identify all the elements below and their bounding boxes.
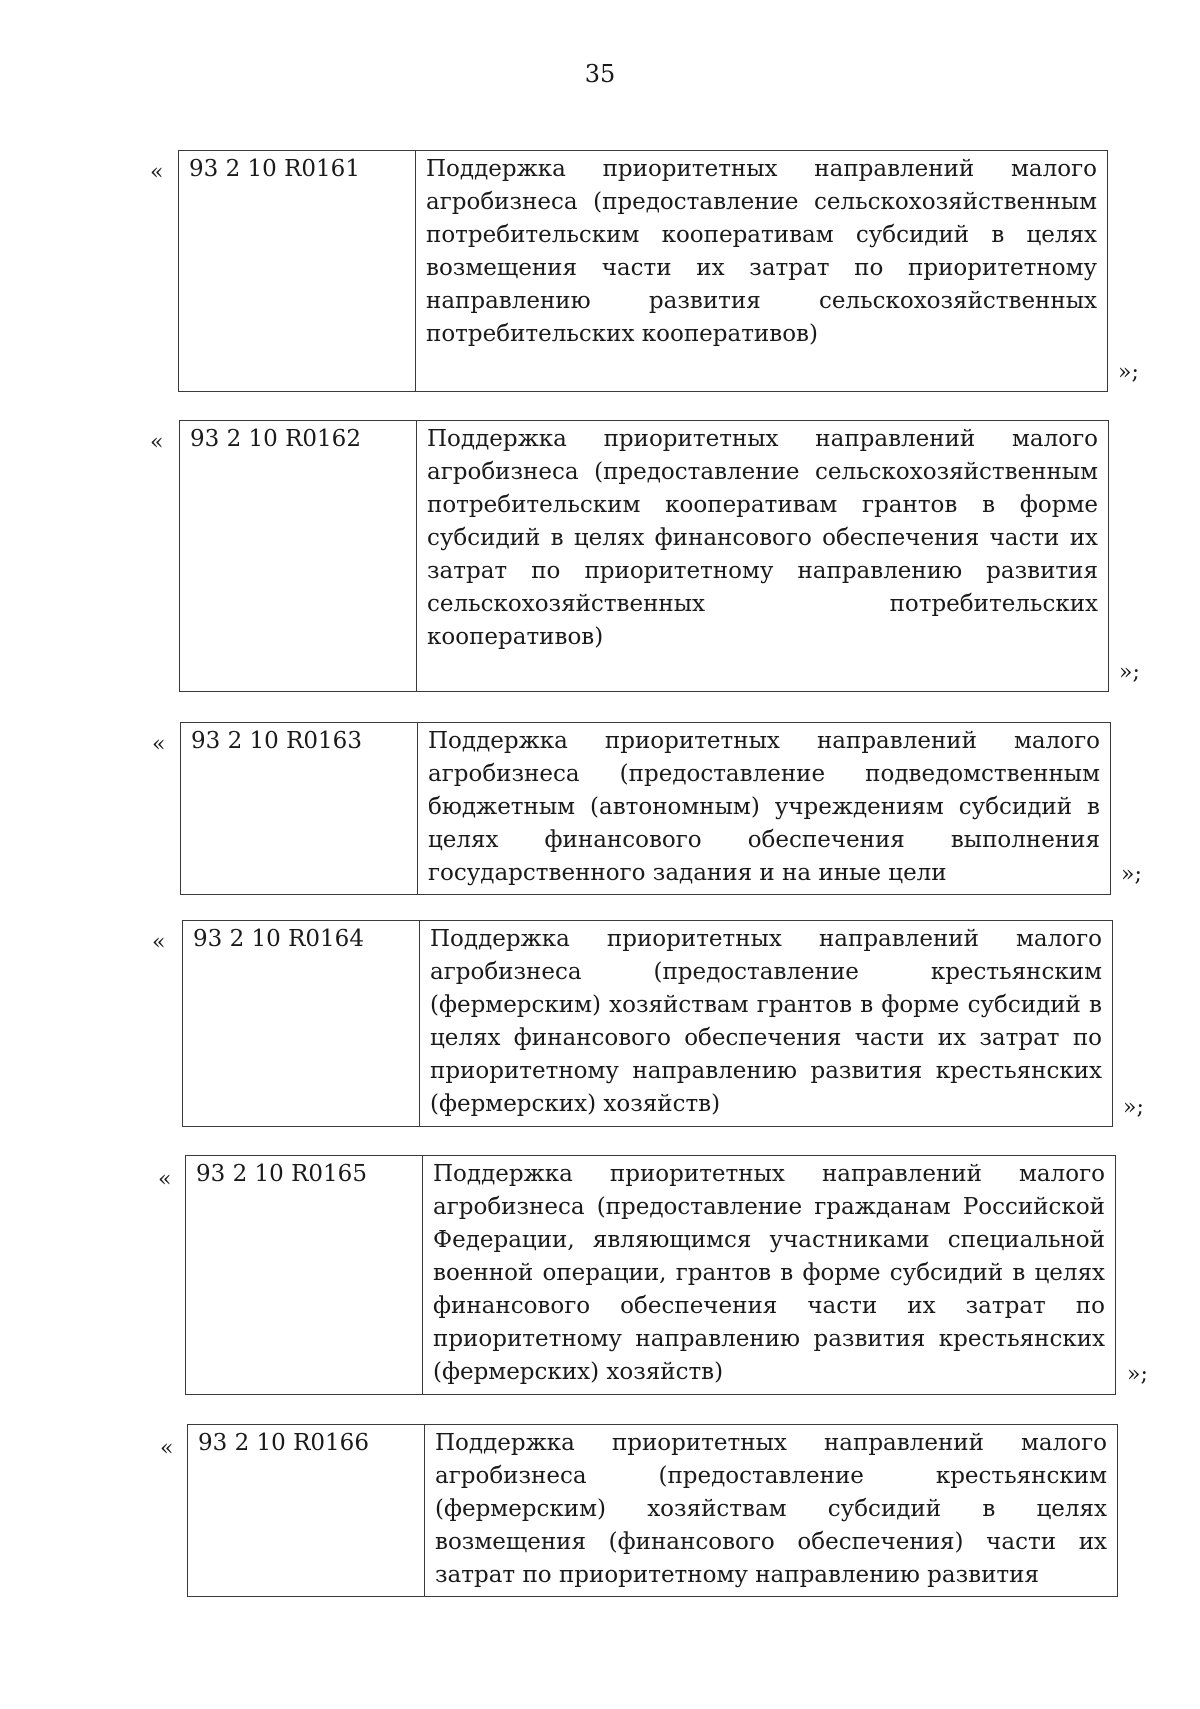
expense-description: Поддержка приоритетных направлений малого агробизнеса (предоставление сельскохозяйственным потребительским кооперативам грантов в форме субсидий в целях финансового обеспечения части их затрат по приоритетному направлению развития сельскохозяйственных потребительских кооперативов) [417, 421, 1109, 692]
budget-code: 93 2 10 R0161 [179, 151, 416, 392]
close-quote: »; [1118, 360, 1139, 385]
close-quote: »; [1127, 1362, 1148, 1387]
page-number: 35 [584, 60, 616, 88]
expense-description: Поддержка приоритетных направлений малого агробизнеса (предоставление сельскохозяйственным потребительским кооперативам субсидий в целях возмещения части их затрат по приоритетному направлению развития сельскохозяйственных потребительских кооперативов) [416, 151, 1108, 392]
expense-description: Поддержка приоритетных направлений малого агробизнеса (предоставление крестьянским (фермерским) хозяйствам субсидий в целях возмещения (финансового обеспечения) части их затрат по приоритетному направлению развития [425, 1425, 1118, 1597]
budget-code: 93 2 10 R0164 [183, 921, 420, 1127]
open-quote: « [150, 160, 164, 185]
expense-description: Поддержка приоритетных направлений малого агробизнеса (предоставление подведомственным бюджетным (автономным) учреждениям субсидий в целях финансового обеспечения выполнения государственного задания и на иные цели [418, 723, 1111, 895]
open-quote: « [150, 430, 164, 455]
code-table-row [182, 920, 1113, 1127]
code-table-row [187, 1424, 1118, 1597]
open-quote: « [158, 1167, 172, 1192]
code-table-row [180, 722, 1111, 895]
open-quote: « [152, 930, 166, 955]
expense-description: Поддержка приоритетных направлений малого агробизнеса (предоставление крестьянским (фермерским) хозяйствам грантов в форме субсидий в целях финансового обеспечения части их затрат по приоритетному направлению развития крестьянских (фермерских) хозяйств) [420, 921, 1113, 1127]
close-quote: »; [1123, 1095, 1144, 1120]
code-table-row [178, 150, 1108, 392]
budget-code: 93 2 10 R0166 [188, 1425, 425, 1597]
open-quote: « [152, 732, 166, 757]
budget-code: 93 2 10 R0165 [186, 1156, 423, 1395]
expense-description: Поддержка приоритетных направлений малого агробизнеса (предоставление гражданам Российской Федерации, являющимся участниками специальной военной операции, грантов в форме субсидий в целях финансового обеспечения части их затрат по приоритетному направлению развития крестьянских (фермерских) хозяйств) [423, 1156, 1116, 1395]
close-quote: »; [1119, 660, 1140, 685]
budget-code: 93 2 10 R0163 [181, 723, 418, 895]
code-table-row [185, 1155, 1116, 1395]
budget-code: 93 2 10 R0162 [180, 421, 417, 692]
close-quote: »; [1121, 862, 1142, 887]
code-table-row [179, 420, 1109, 692]
open-quote: « [160, 1436, 174, 1461]
